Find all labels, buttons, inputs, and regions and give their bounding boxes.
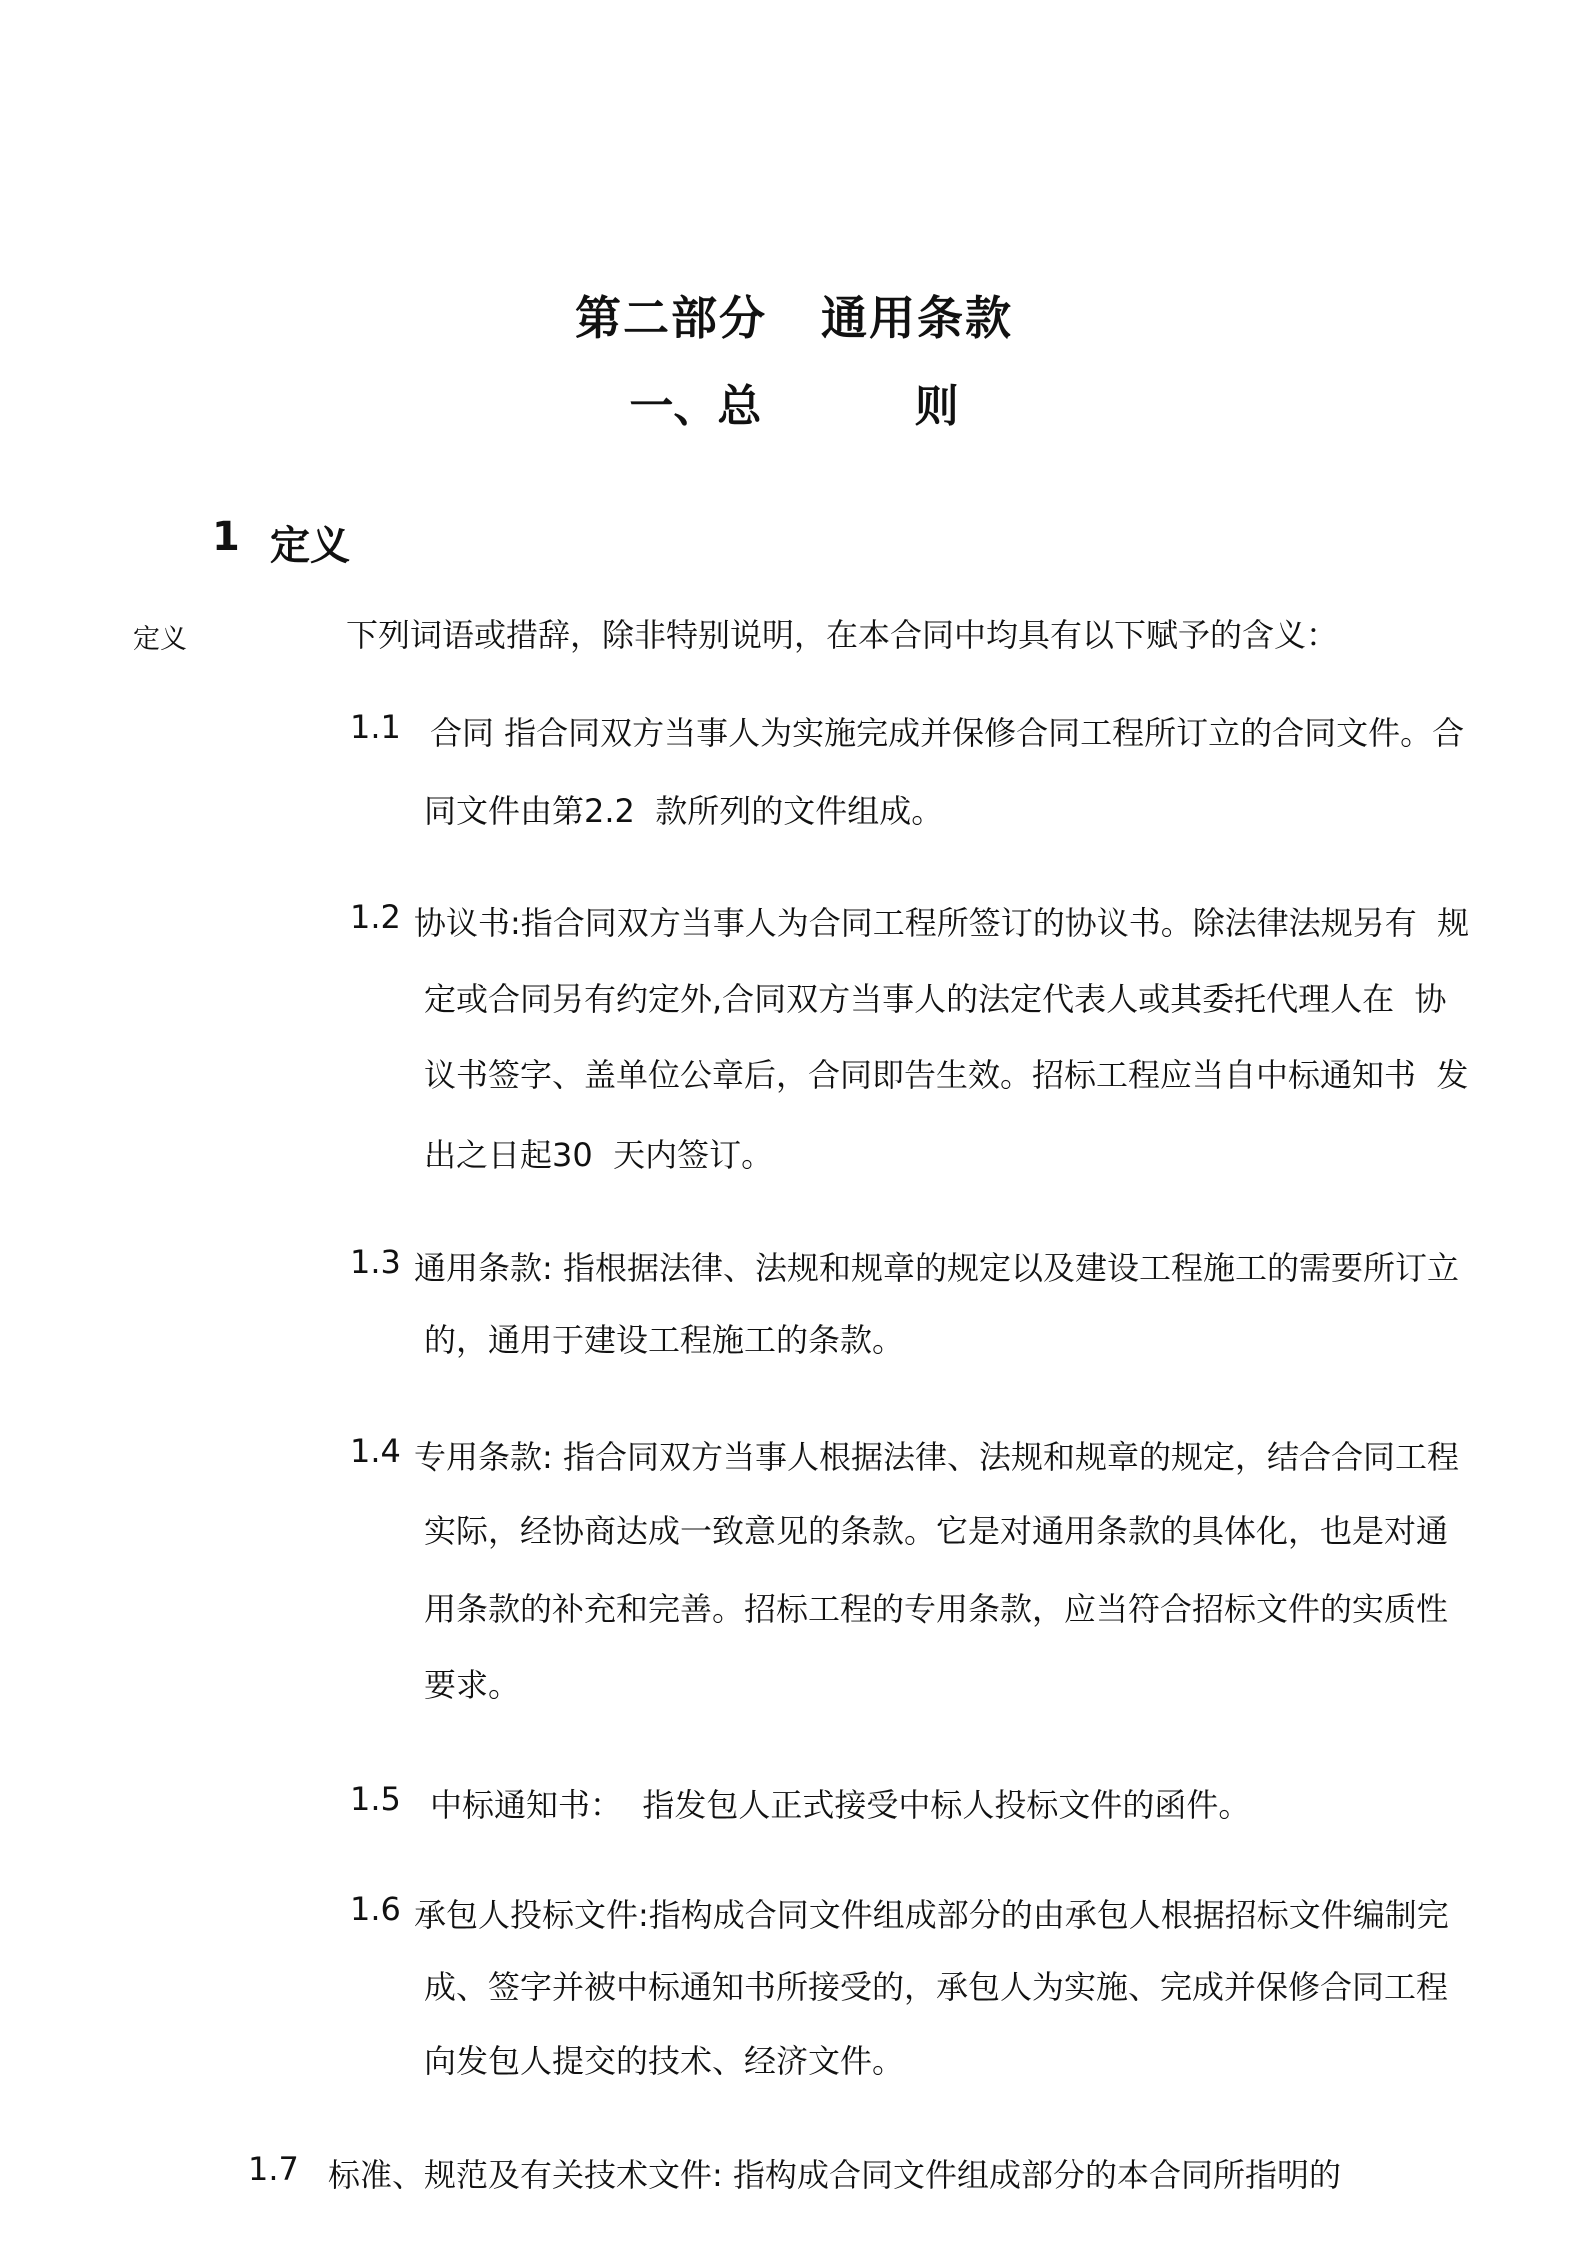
intro-paragraph: 下列词语或措辞，除非特别说明，在本合同中均具有以下赋予的含义：	[346, 616, 1339, 654]
clause-line: 议书签字、盖单位公章后，合同即告生效。招标工程应当自中标通知书 发	[424, 1056, 1469, 1094]
clause-number: 1.2	[350, 898, 401, 936]
clause-number: 1.7	[248, 2150, 299, 2188]
clause-line: 同文件由第2.2 款所列的文件组成。	[424, 792, 944, 830]
clause-line: 合同 指合同双方当事人为实施完成并保修合同工程所订立的合同文件。合	[430, 714, 1465, 752]
clause-number: 1.3	[350, 1243, 401, 1281]
clause-number: 1.5	[350, 1780, 401, 1818]
part-title: 第二部分 通用条款	[574, 291, 1014, 345]
clause-line: 中标通知书： 指发包人正式接受中标人投标文件的函件。	[430, 1786, 1251, 1824]
clause-line: 协议书:指合同双方当事人为合同工程所签订的协议书。除法律法规另有 规	[414, 904, 1470, 942]
clause-number: 1.1	[350, 708, 401, 746]
section-number: 1	[212, 514, 240, 560]
clause-line: 标准、规范及有关技术文件: 指构成合同文件组成部分的本合同所指明的	[328, 2156, 1341, 2194]
clause-line: 通用条款: 指根据法律、法规和规章的规定以及建设工程施工的需要所订立	[414, 1249, 1459, 1287]
clause-line: 要求。	[424, 1666, 521, 1704]
clause-line: 成、签字并被中标通知书所接受的，承包人为实施、完成并保修合同工程	[424, 1968, 1449, 2006]
margin-label: 定义	[133, 624, 187, 655]
clause-number: 1.6	[350, 1890, 401, 1928]
clause-line: 的，通用于建设工程施工的条款。	[424, 1321, 905, 1359]
section-title: 定义	[270, 523, 350, 569]
clause-line: 用条款的补充和完善。招标工程的专用条款，应当符合招标文件的实质性	[424, 1590, 1449, 1628]
chapter-title: 一、总 则	[629, 381, 959, 432]
clause-line: 实际，经协商达成一致意见的条款。它是对通用条款的具体化，也是对通	[424, 1512, 1449, 1550]
clause-line: 承包人投标文件:指构成合同文件组成部分的由承包人根据招标文件编制完	[414, 1896, 1449, 1934]
clause-line: 出之日起30 天内签订。	[424, 1136, 774, 1174]
clause-line: 定或合同另有约定外,合同双方当事人的法定代表人或其委托代理人在 协	[424, 980, 1447, 1018]
clause-line: 专用条款: 指合同双方当事人根据法律、法规和规章的规定，结合合同工程	[414, 1438, 1459, 1476]
clause-line: 向发包人提交的技术、经济文件。	[424, 2042, 905, 2080]
clause-number: 1.4	[350, 1432, 401, 1470]
